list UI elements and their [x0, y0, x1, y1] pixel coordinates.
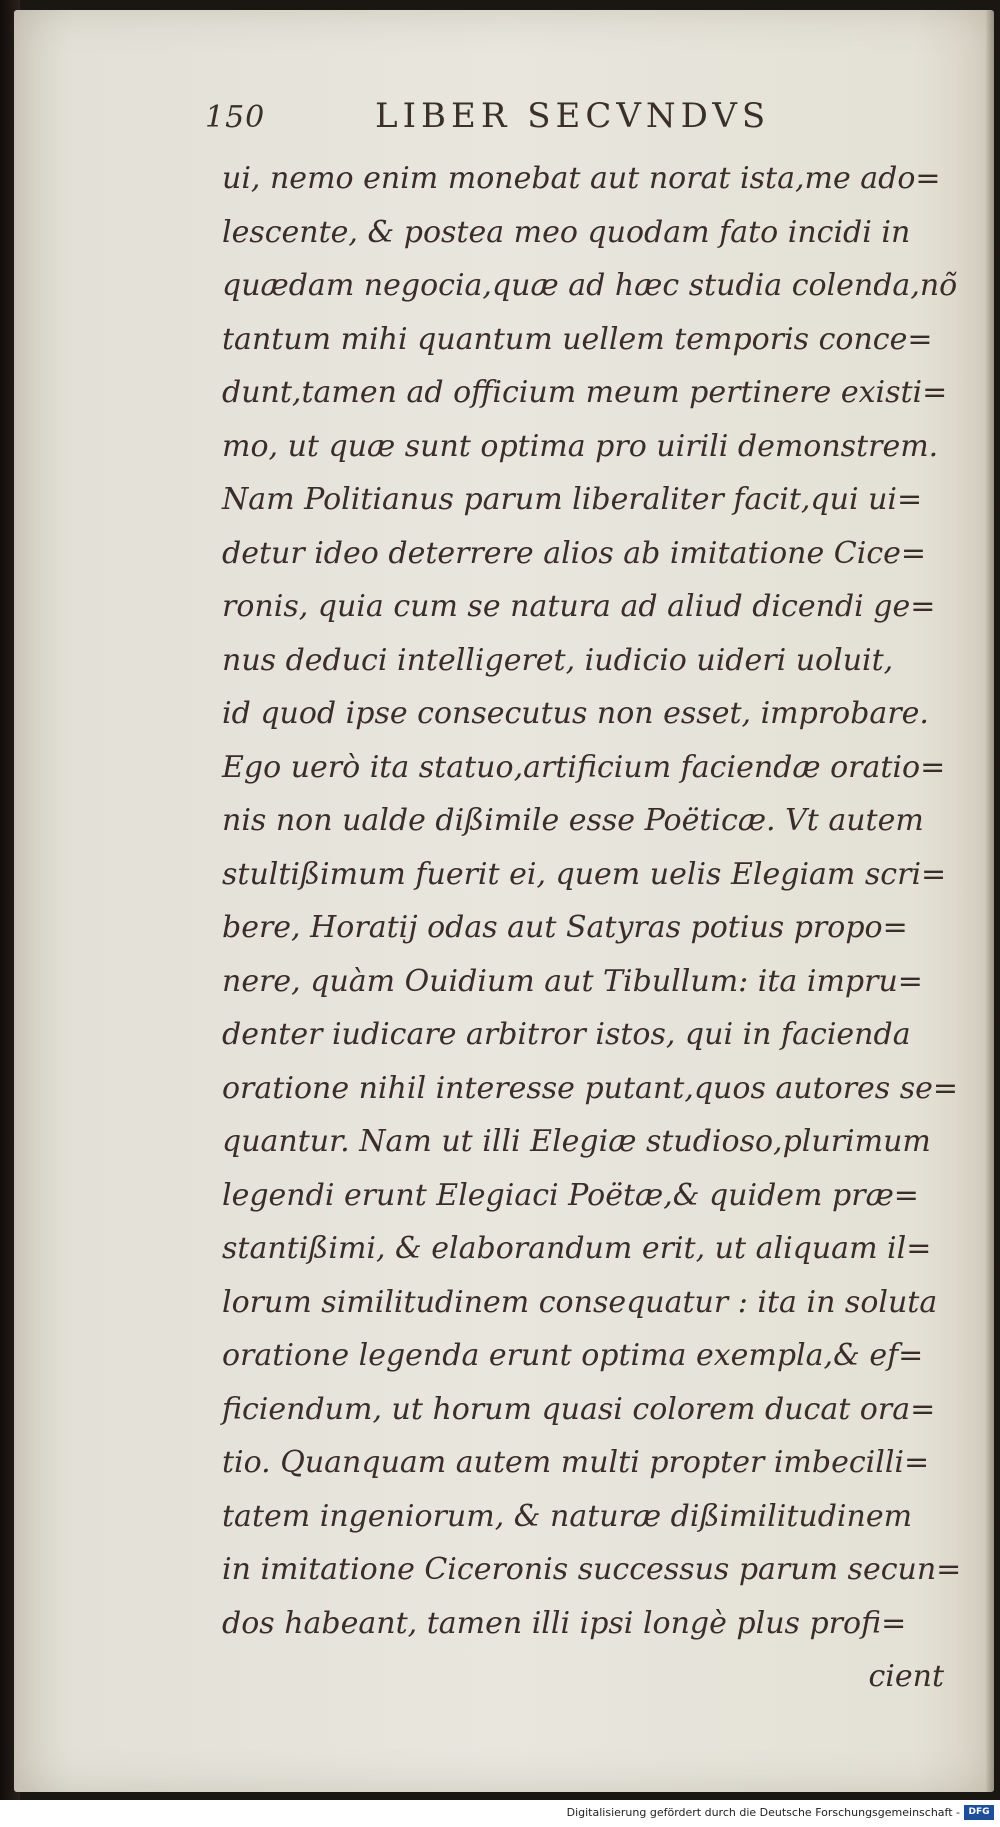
text-line: mo, ut quæ sunt optima pro uirili demonstrem. — [222, 428, 939, 464]
running-title: LIBER SECVNDVS — [375, 96, 771, 136]
text-line: ficiendum, ut horum quasi colorem ducat ora= — [222, 1391, 936, 1427]
page-header — [205, 92, 805, 142]
text-line: nus deduci intelligeret, iudicio uideri uoluit, — [222, 642, 894, 678]
text-line: nis non ualde dißimile esse Poëticæ. Vt autem — [222, 803, 924, 838]
text-line: dunt,tamen ad officium meum pertinere existi= — [222, 375, 948, 410]
text-line: lescente, & postea meo quodam fato incidi in — [222, 214, 911, 250]
text-line: denter iudicare arbitror istos, qui in facienda — [222, 1017, 911, 1052]
text-line: lorum similitudinem consequatur : ita in soluta — [222, 1284, 938, 1320]
text-line: id quod ipse consecutus non esset, improbare. — [222, 696, 929, 731]
page-edge-shadow — [986, 10, 994, 1792]
text-line: nere, quàm Ouidium aut Tibullum: ita impru= — [222, 963, 923, 999]
text-line: ui, nemo enim monebat aut norat ista,me ado= — [222, 161, 941, 196]
text-line: legendi erunt Elegiaci Poëtæ,& quidem præ= — [222, 1177, 919, 1213]
text-line: Nam Politianus parum liberaliter facit,qui ui= — [222, 482, 923, 517]
text-line: tantum mihi quantum uellem temporis conce= — [222, 321, 933, 357]
footer-bar — [0, 1800, 1000, 1827]
text-line: detur ideo deterrere alios ab imitatione Cice= — [222, 535, 927, 571]
text-line: stantißimi, & elaborandum erit, ut aliquam il= — [222, 1231, 932, 1266]
page-number: 150 — [205, 100, 266, 135]
text-line: oratione nihil interesse putant,quos autores se= — [222, 1070, 959, 1106]
text-line: oratione legenda erunt optima exempla,& ef= — [222, 1338, 924, 1373]
text-line: quantur. Nam ut illi Elegiæ studioso,plurimum — [222, 1124, 931, 1159]
text-line: Ego uerò ita statuo,artificium faciendæ oratio= — [222, 749, 946, 785]
text-line: tio. Quanquam autem multi propter imbecilli= — [222, 1445, 930, 1480]
funding-note: Digitalisierung gefördert durch die Deutsche Forschungsgemeinschaft - — [566, 1806, 960, 1819]
text-line: stultißimum fuerit ei, quem uelis Elegiam scri= — [222, 856, 947, 892]
body-text — [222, 152, 962, 1704]
text-line: quædam negocia,quæ ad hæc studia colenda,nõ — [222, 268, 958, 303]
text-line: ronis, quia cum se natura ad aliud dicendi ge= — [222, 589, 936, 624]
text-line: tatem ingeniorum, & naturæ dißimilitudinem — [222, 1498, 913, 1534]
text-line: bere, Horatij odas aut Satyras potius propo= — [222, 910, 908, 945]
text-line: dos habeant, tamen illi ipsi longè plus profi= — [222, 1605, 907, 1641]
catchword: cient — [868, 1659, 944, 1694]
text-line: in imitatione Ciceronis successus parum secun= — [222, 1552, 962, 1587]
dfg-logo: DFG — [964, 1805, 994, 1820]
